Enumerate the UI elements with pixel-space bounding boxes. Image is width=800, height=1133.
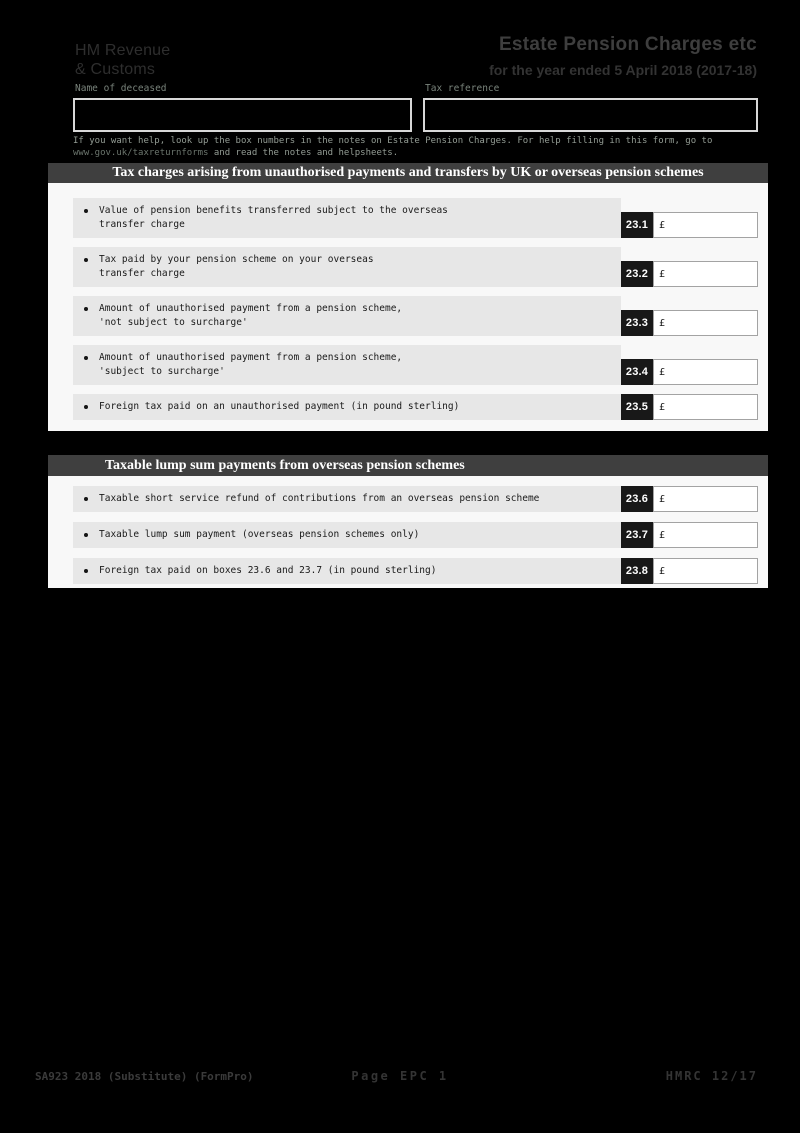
pound-sign-icon: £ — [659, 493, 666, 505]
pound-sign-icon: £ — [659, 317, 666, 329]
pound-sign-icon: £ — [659, 565, 666, 577]
pound-sign-icon: £ — [659, 268, 666, 280]
pound-sign-icon: £ — [659, 219, 666, 231]
box-number: 23.4 — [621, 359, 653, 385]
hmrc-logo-line2: & Customs — [75, 61, 156, 78]
taxreturnforms-link[interactable]: www.gov.uk/taxreturnforms — [73, 147, 209, 158]
name-of-deceased-input[interactable] — [73, 98, 412, 132]
row-label — [99, 204, 448, 232]
section-header: Taxable lump sum payments from overseas pension schemes — [48, 455, 768, 476]
box-number: 23.7 — [621, 522, 653, 548]
bullet-icon — [73, 253, 99, 262]
currency-input[interactable] — [653, 558, 758, 584]
row-strip — [73, 486, 621, 512]
help-line2: and read the notes and helpsheets. — [208, 147, 399, 158]
row-label-line: Taxable lump sum payment (overseas pension schemes only) — [99, 529, 420, 540]
box-number: 23.5 — [621, 394, 653, 420]
form-row — [73, 247, 758, 287]
bullet-icon — [73, 528, 99, 537]
name-of-deceased-label: Name of deceased — [75, 83, 167, 94]
row-strip — [73, 522, 621, 548]
footer-hmrc-ref: HMRC 12/17 — [665, 1069, 758, 1083]
row-label-line: Value of pension benefits transferred subject to the overseas — [99, 205, 448, 216]
box-number: 23.2 — [621, 261, 653, 287]
row-label-line: Foreign tax paid on an unauthorised payment (in pound sterling) — [99, 401, 460, 412]
row-label-line: Amount of unauthorised payment from a pension scheme, — [99, 352, 403, 363]
row-label — [99, 564, 436, 578]
help-line1: If you want help, look up the box numbers in the notes on Estate Pension Charges. For help filling in this form, go to — [73, 136, 713, 146]
row-label-line: Foreign tax paid on boxes 23.6 and 23.7 (in pound sterling) — [99, 565, 437, 576]
box-number: 23.8 — [621, 558, 653, 584]
row-label-line: Taxable short service refund of contributions from an overseas pension scheme — [99, 493, 540, 504]
row-strip — [73, 558, 621, 584]
row-label — [99, 302, 402, 330]
form-row — [73, 486, 758, 512]
section-rows — [48, 183, 768, 431]
row-label — [99, 351, 402, 379]
title-block — [489, 34, 757, 78]
bullet-icon — [73, 400, 99, 409]
box-number: 23.1 — [621, 212, 653, 238]
bullet-icon — [73, 204, 99, 213]
footer-form-id: SA923 2018 (Substitute) (FormPro) — [35, 1070, 254, 1083]
currency-input[interactable] — [653, 394, 758, 420]
tax-reference-label: Tax reference — [425, 83, 500, 94]
form-row — [73, 522, 758, 548]
box-number: 23.6 — [621, 486, 653, 512]
row-strip — [73, 394, 621, 420]
pound-sign-icon: £ — [659, 401, 666, 413]
bullet-icon — [73, 492, 99, 501]
row-label — [99, 253, 374, 281]
footer-page-number: Page EPC 1 — [351, 1069, 449, 1083]
row-strip — [73, 247, 621, 287]
section-unauthorised-payments — [48, 163, 768, 431]
box-number: 23.3 — [621, 310, 653, 336]
page-footer — [0, 1069, 800, 1087]
row-label-line: 'subject to surcharge' — [99, 366, 225, 377]
form-row — [73, 394, 758, 420]
bullet-icon — [73, 351, 99, 360]
section-rows — [48, 476, 768, 588]
section-taxable-lump-sums — [48, 455, 768, 588]
row-label — [99, 492, 539, 506]
currency-input[interactable] — [653, 310, 758, 336]
row-label — [99, 400, 459, 414]
form-row — [73, 198, 758, 238]
page-title: Estate Pension Charges etc — [498, 34, 757, 55]
hmrc-logo-line1: HM Revenue — [75, 42, 171, 59]
help-text — [73, 136, 753, 159]
currency-input[interactable] — [653, 359, 758, 385]
form-row — [73, 296, 758, 336]
row-label-line: transfer charge — [99, 219, 185, 230]
bullet-icon — [73, 564, 99, 573]
form-row — [73, 345, 758, 385]
row-label-line: Amount of unauthorised payment from a pension scheme, — [99, 303, 403, 314]
bullet-icon — [73, 302, 99, 311]
pound-sign-icon: £ — [659, 529, 666, 541]
currency-input[interactable] — [653, 486, 758, 512]
currency-input[interactable] — [653, 261, 758, 287]
tax-reference-input[interactable] — [423, 98, 758, 132]
section-header: Tax charges arising from unauthorised payments and transfers by UK or overseas pension schemes — [48, 163, 768, 183]
row-label — [99, 528, 419, 542]
row-strip — [73, 345, 621, 385]
hmrc-logo — [75, 41, 170, 79]
pound-sign-icon: £ — [659, 366, 666, 378]
currency-input[interactable] — [653, 522, 758, 548]
row-label-line: 'not subject to surcharge' — [99, 317, 248, 328]
row-strip — [73, 198, 621, 238]
row-label-line: transfer charge — [99, 268, 185, 279]
row-label-line: Tax paid by your pension scheme on your overseas — [99, 254, 374, 265]
page-subtitle: for the year ended 5 April 2018 (2017-18) — [489, 62, 757, 78]
form-row — [73, 558, 758, 584]
currency-input[interactable] — [653, 212, 758, 238]
row-strip — [73, 296, 621, 336]
